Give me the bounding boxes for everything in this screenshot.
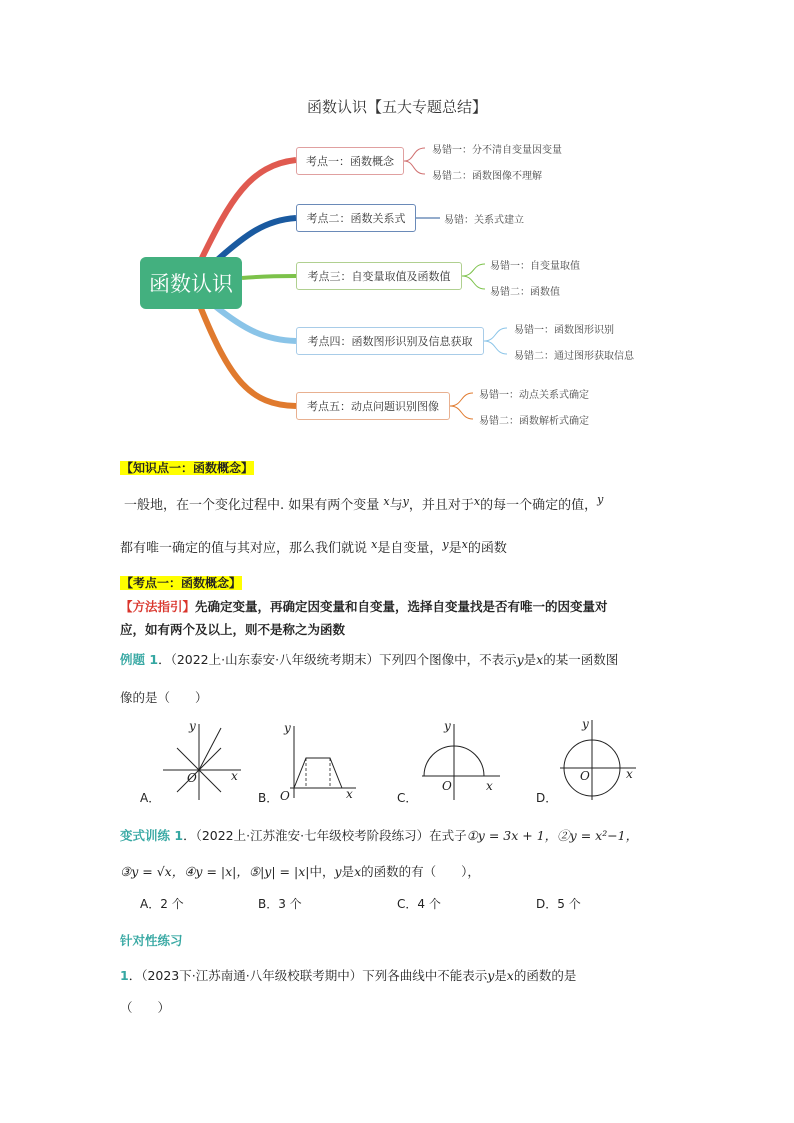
example-1-line-1: 例题 1．（2022上·山东泰安·八年级统考期末）下列四个图像中，不表示y是x的某一函数图 <box>120 652 619 667</box>
branch-3 <box>242 276 296 278</box>
option-b[interactable]: B． <box>258 791 279 805</box>
graph-c-origin: O <box>442 779 452 793</box>
graph-c <box>416 718 506 802</box>
graph-d <box>556 716 640 802</box>
method-heading: 【考点一：函数概念】 <box>121 576 242 590</box>
method-line-1: 【方法指引】先确定变量，再确定因变量和自变量，选择自变量找是否有唯一的因变量对 <box>120 599 608 614</box>
graph-b-origin: O <box>280 789 290 802</box>
leaf-3-1: 易错一：自变量取值 <box>490 261 580 272</box>
option-a[interactable]: A． <box>140 791 161 805</box>
branch-1 <box>200 160 296 262</box>
topic-2: 考点二：函数关系式 <box>296 204 416 232</box>
knowledge-line-1: 一般地，在一个变化过程中. 如果有两个变量 $^x$与$^y$，并且对于$^x$的每一个确定的值，$^y$ <box>124 493 604 513</box>
graph-a-origin: O <box>187 771 197 785</box>
branch-5 <box>200 306 296 406</box>
graph-c-y-label: y <box>444 719 451 733</box>
branch-2 <box>215 218 296 262</box>
leaf-5-1: 易错一：动点关系式确定 <box>479 390 589 401</box>
topic-1: 考点一：函数概念 <box>296 147 404 175</box>
practice-heading: 针对性练习 <box>120 933 183 948</box>
graph-b-y-label: y <box>284 721 291 735</box>
leaf-bracket-1 <box>404 148 425 174</box>
graph-d-x-label: x <box>626 767 633 781</box>
graph-a-x-label: x <box>231 769 238 783</box>
knowledge-line-2: 都有唯一确定的值与其对应，那么我们就说 $^x$是自变量，$^y$是$^x$的函数 <box>120 538 507 556</box>
variant-option-d[interactable]: D．5 个 <box>536 897 581 911</box>
example-1-line-2: 像的是（ ） <box>120 690 208 705</box>
variant-option-a[interactable]: A．2 个 <box>140 897 184 911</box>
practice-answer-paren: （ ） <box>120 1000 171 1015</box>
practice-question-1: 1．（2023下·江苏南通·八年级校联考期中）下列各曲线中不能表示y是x的函数的是 <box>120 968 577 983</box>
leaf-5-2: 易错二：函数解析式确定 <box>479 416 589 427</box>
graph-a <box>155 718 245 802</box>
graph-c-x-label: x <box>486 779 493 793</box>
page-title: 函数认识【五大专题总结】 <box>306 98 487 116</box>
option-c[interactable]: C． <box>397 791 418 805</box>
leaf-bracket-4 <box>484 328 507 354</box>
leaf-bracket-5 <box>450 393 473 419</box>
variant-1-line-2: ③y = √x，④y = |x|，⑤|y| = |x|中，y是x的函数的有（ ）， <box>120 864 480 879</box>
leaf-1-2: 易错二：函数图像不理解 <box>432 171 542 182</box>
graph-b-x-label: x <box>346 787 353 801</box>
variant-option-c[interactable]: C．4 个 <box>397 897 441 911</box>
graph-d-y-label: y <box>582 717 589 731</box>
leaf-3-2: 易错二：函数值 <box>490 287 560 298</box>
mindmap-root: 函数认识 <box>140 257 242 309</box>
leaf-4-2: 易错二：通过图形获取信息 <box>514 351 634 362</box>
option-d[interactable]: D． <box>536 791 558 805</box>
leaf-1-1: 易错一：分不清自变量因变量 <box>432 145 562 156</box>
method-line-2: 应，如有两个及以上，则不是称之为函数 <box>120 622 346 637</box>
variant-option-b[interactable]: B．3 个 <box>258 897 302 911</box>
knowledge-heading: 【知识点一：函数概念】 <box>121 461 254 475</box>
topic-5: 考点五：动点问题识别图像 <box>296 392 450 420</box>
branch-4 <box>215 306 296 341</box>
topic-3: 考点三：自变量取值及函数值 <box>296 262 462 290</box>
leaf-4-1: 易错一：函数图形识别 <box>514 325 614 336</box>
graph-d-origin: O <box>580 769 590 783</box>
topic-4: 考点四：函数图形识别及信息获取 <box>296 327 484 355</box>
leaf-bracket-3 <box>462 264 485 289</box>
variant-1-line-1: 变式训练 1．（2022上·江苏淮安·七年级校考阶段练习）在式子①y = 3x + 1，②y = x²−1， <box>120 828 639 843</box>
leaf-2-1: 易错：关系式建立 <box>444 215 524 226</box>
graph-a-y-label: y <box>189 719 196 733</box>
graph-b <box>278 718 360 802</box>
